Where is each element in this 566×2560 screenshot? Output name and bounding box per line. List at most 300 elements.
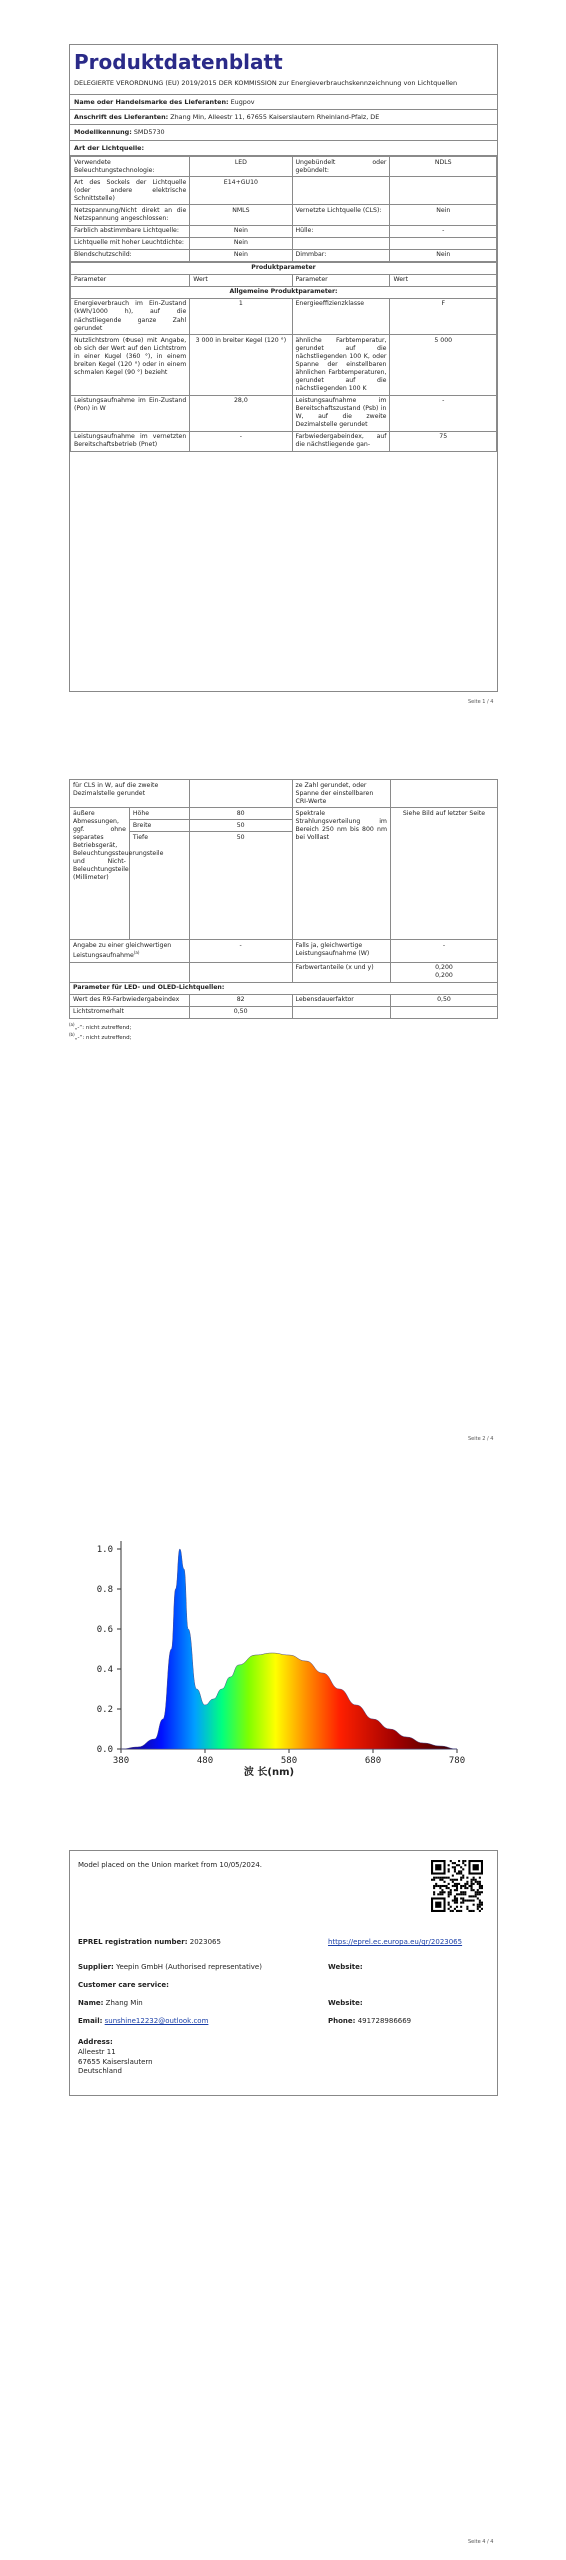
qr-module bbox=[448, 1870, 450, 1872]
cell: Hülle: bbox=[292, 225, 390, 237]
qr-module bbox=[456, 1872, 458, 1874]
cell: Ungebündelt oder gebündelt: bbox=[292, 157, 390, 177]
qr-module bbox=[439, 1893, 441, 1895]
doc-title: Produktdatenblatt bbox=[74, 50, 283, 74]
qr-module bbox=[464, 1883, 466, 1885]
qr-module bbox=[460, 1885, 462, 1887]
qr-module bbox=[481, 1908, 483, 1910]
product-parameters-continued bbox=[69, 779, 498, 1019]
cell: Angabe zu einer gleichwertigen Leistungsaufnahme$^{(a)}$ bbox=[70, 940, 190, 962]
qr-module bbox=[454, 1889, 456, 1891]
qr-module bbox=[477, 1883, 479, 1885]
table-row bbox=[70, 940, 498, 962]
qr-module bbox=[475, 1881, 477, 1883]
cell: Art des Sockels der Lichtquelle (oder andere elektrische Schnittstelle) bbox=[71, 177, 190, 205]
qr-module bbox=[439, 1891, 441, 1893]
qr-module bbox=[462, 1868, 464, 1870]
cell: NMLS bbox=[190, 205, 292, 225]
table-row bbox=[71, 262, 497, 274]
supplier-address: Anschrift des Lieferanten: Zhang Min, Alleestr 11, 67655 Kaiserslautern Rheinland-Pfalz, DE bbox=[70, 109, 497, 124]
qr-module bbox=[456, 1883, 458, 1885]
qr-module bbox=[448, 1877, 450, 1879]
contact-address: Address: Alleestr 11 67655 Kaiserslautern Deutschland bbox=[78, 2038, 153, 2076]
qr-module bbox=[433, 1885, 435, 1887]
qr-module bbox=[475, 1879, 477, 1881]
qr-module bbox=[448, 1868, 450, 1870]
cell: Nein bbox=[190, 249, 292, 261]
qr-module bbox=[479, 1881, 481, 1883]
qr-module bbox=[456, 1906, 458, 1908]
y-tick-label: 1.0 bbox=[96, 1545, 113, 1555]
cell: Farblich abstimmbare Lichtquelle: bbox=[71, 225, 190, 237]
qr-module bbox=[450, 1860, 452, 1862]
qr-module bbox=[462, 1875, 464, 1877]
cell: Energieeffizienzklasse bbox=[292, 298, 390, 334]
qr-module bbox=[460, 1893, 462, 1895]
qr-module bbox=[439, 1877, 441, 1879]
qr-module bbox=[452, 1900, 454, 1902]
qr-module bbox=[460, 1910, 462, 1912]
cell: Energieverbrauch im Ein-Zustand (kWh/1000 h), auf die nächstliegende ganze Zahl gerundet bbox=[71, 298, 190, 334]
light-source-table bbox=[70, 156, 497, 262]
qr-module bbox=[433, 1877, 435, 1879]
page-number: Seite 1 / 4 bbox=[468, 699, 494, 705]
qr-module bbox=[471, 1885, 473, 1887]
qr-module bbox=[458, 1883, 460, 1885]
column-header: Parameter bbox=[71, 274, 190, 286]
cell: Wert des R9-Farbwiedergabeindex bbox=[70, 994, 190, 1006]
qr-module bbox=[479, 1906, 481, 1908]
qr-module bbox=[466, 1908, 468, 1910]
qr-module bbox=[456, 1902, 458, 1904]
qr-module bbox=[460, 1887, 462, 1889]
cell: Nein bbox=[390, 205, 497, 225]
datasheet-page-2 bbox=[69, 779, 498, 1043]
cell: - bbox=[189, 940, 292, 962]
website-label: Website: bbox=[328, 1963, 363, 1971]
qr-module bbox=[435, 1885, 437, 1887]
qr-module bbox=[443, 1877, 445, 1879]
qr-module bbox=[437, 1893, 439, 1895]
qr-module bbox=[460, 1891, 462, 1893]
cell: Nein bbox=[190, 237, 292, 249]
cell: Dimmbar: bbox=[292, 249, 390, 261]
qr-module bbox=[456, 1897, 458, 1899]
cell: Falls ja, gleichwertige Leistungsaufnahme (W) bbox=[292, 940, 390, 962]
qr-module bbox=[466, 1883, 468, 1885]
cell: Nein bbox=[190, 225, 292, 237]
qr-module bbox=[473, 1900, 475, 1902]
qr-module bbox=[452, 1866, 454, 1868]
qr-module bbox=[439, 1885, 441, 1887]
qr-module bbox=[437, 1885, 439, 1887]
cell: Leistungsaufnahme im Bereitschaftszustand (Psb) in W, auf die zweite Dezimalstelle gerundet bbox=[292, 395, 390, 431]
supplier-info: Supplier: Yeepin GmbH (Authorised representative) bbox=[78, 1963, 262, 1971]
qr-module bbox=[473, 1910, 475, 1912]
cell: - bbox=[390, 395, 497, 431]
table-row bbox=[71, 395, 497, 431]
table-row bbox=[71, 157, 497, 177]
qr-module bbox=[452, 1879, 454, 1881]
qr-module bbox=[462, 1900, 464, 1902]
qr-module bbox=[479, 1910, 481, 1912]
cell: äußere Abmessungen, ggf. ohne separates Betriebsgerät, Beleuchtungssteuerungsteile und Nicht-Beleuchtungsteile (Millimeter) bbox=[70, 808, 130, 940]
qr-module bbox=[479, 1904, 481, 1906]
y-tick-label: 0.4 bbox=[96, 1665, 113, 1675]
qr-module bbox=[433, 1893, 435, 1895]
qr-module bbox=[446, 1885, 448, 1887]
eprel-registration: EPREL registration number: 2023065 bbox=[78, 1938, 221, 1946]
light-source-type-heading: Art der Lichtquelle: bbox=[70, 140, 497, 156]
supplier-trademark: Name oder Handelsmarke des Lieferanten: Eugpov bbox=[70, 94, 497, 109]
qr-module bbox=[462, 1877, 464, 1879]
qr-module bbox=[466, 1877, 468, 1879]
qr-module bbox=[439, 1879, 441, 1881]
cell bbox=[292, 237, 390, 249]
footnotes bbox=[69, 1022, 498, 1043]
cell: 82 bbox=[189, 994, 292, 1006]
table-row bbox=[71, 205, 497, 225]
cell: Tiefe bbox=[129, 832, 189, 940]
qr-module bbox=[479, 1900, 481, 1902]
energy-label-info bbox=[69, 1850, 498, 2096]
table-row bbox=[71, 237, 497, 249]
qr-module bbox=[460, 1906, 462, 1908]
qr-module bbox=[477, 1881, 479, 1883]
qr-module bbox=[433, 1887, 435, 1889]
qr-module bbox=[464, 1893, 466, 1895]
qr-module bbox=[450, 1906, 452, 1908]
cell: F bbox=[390, 298, 497, 334]
cell bbox=[390, 177, 497, 205]
qr-module bbox=[479, 1893, 481, 1895]
qr-module bbox=[471, 1889, 473, 1891]
customer-care-heading: Customer care service: bbox=[78, 1981, 169, 1989]
qr-module bbox=[460, 1870, 462, 1872]
qr-module bbox=[462, 1891, 464, 1893]
table-header-row bbox=[71, 274, 497, 286]
x-tick-label: 480 bbox=[196, 1756, 214, 1766]
qr-module bbox=[448, 1895, 450, 1897]
qr-module bbox=[441, 1889, 443, 1891]
qr-module bbox=[452, 1875, 454, 1877]
cell: 3 000 in breiter Kegel (120 °) bbox=[190, 335, 292, 395]
qr-module bbox=[448, 1864, 450, 1866]
qr-module bbox=[475, 1895, 477, 1897]
qr-module bbox=[450, 1891, 452, 1893]
qr-module bbox=[450, 1893, 452, 1895]
table-row bbox=[71, 225, 497, 237]
column-header: Wert bbox=[390, 274, 497, 286]
qr-module bbox=[454, 1900, 456, 1902]
qr-module bbox=[477, 1904, 479, 1906]
qr-module bbox=[437, 1877, 439, 1879]
qr-module bbox=[462, 1897, 464, 1899]
qr-module bbox=[479, 1885, 481, 1887]
qr-module bbox=[456, 1885, 458, 1887]
cell bbox=[292, 177, 390, 205]
x-tick-label: 780 bbox=[448, 1756, 466, 1766]
qr-module bbox=[471, 1900, 473, 1902]
x-axis-label: 波 长(nm) bbox=[243, 1767, 295, 1778]
qr-module bbox=[473, 1889, 475, 1891]
qr-module bbox=[473, 1895, 475, 1897]
cell: 0,50 bbox=[390, 994, 497, 1006]
qr-module bbox=[454, 1895, 456, 1897]
column-header: Parameter bbox=[292, 274, 390, 286]
qr-module bbox=[458, 1870, 460, 1872]
table-row bbox=[70, 780, 498, 808]
doc-subtitle: DELEGIERTE VERORDNUNG (EU) 2019/2015 DER KOMMISSION zur Energieverbrauchskennzeichnung von Lichtquellen bbox=[74, 79, 458, 87]
qr-module bbox=[466, 1906, 468, 1908]
qr-module bbox=[450, 1910, 452, 1912]
qr-finder bbox=[435, 1864, 441, 1870]
qr-module bbox=[460, 1866, 462, 1868]
table-row bbox=[71, 286, 497, 298]
qr-module bbox=[473, 1883, 475, 1885]
qr-code-icon[interactable] bbox=[431, 1860, 483, 1912]
qr-module bbox=[477, 1897, 479, 1899]
page-number: Seite 4 / 4 bbox=[468, 2539, 494, 2545]
qr-module bbox=[471, 1879, 473, 1881]
qr-module bbox=[454, 1866, 456, 1868]
footnote-b: $^{(b)}$„-“: nicht zutreffend; bbox=[69, 1032, 132, 1042]
cell bbox=[189, 780, 292, 808]
qr-module bbox=[481, 1885, 483, 1887]
qr-module bbox=[454, 1879, 456, 1881]
cell: 75 bbox=[390, 431, 497, 451]
cell: Leistungsaufnahme im Ein-Zustand (Pon) in W bbox=[71, 395, 190, 431]
contact-email: Email: sunshine12232@outlook.com bbox=[78, 2017, 209, 2025]
qr-module bbox=[462, 1885, 464, 1887]
qr-module bbox=[475, 1893, 477, 1895]
table-row bbox=[70, 982, 498, 994]
qr-module bbox=[443, 1891, 445, 1893]
qr-module bbox=[456, 1893, 458, 1895]
qr-module bbox=[454, 1902, 456, 1904]
contact-phone: Phone: 491728986669 bbox=[328, 2017, 412, 2025]
x-tick-label: 680 bbox=[364, 1756, 382, 1766]
qr-module bbox=[475, 1891, 477, 1893]
qr-module bbox=[458, 1872, 460, 1874]
table-row bbox=[70, 962, 498, 982]
qr-module bbox=[481, 1902, 483, 1904]
qr-module bbox=[448, 1908, 450, 1910]
qr-module bbox=[460, 1879, 462, 1881]
qr-module bbox=[446, 1877, 448, 1879]
y-tick-label: 0.0 bbox=[96, 1745, 113, 1755]
cell: 50 bbox=[189, 832, 292, 940]
qr-module bbox=[458, 1910, 460, 1912]
column-header: Wert bbox=[190, 274, 292, 286]
qr-module bbox=[454, 1870, 456, 1872]
qr-module bbox=[458, 1860, 460, 1862]
qr-module bbox=[454, 1885, 456, 1887]
spectrum-chart bbox=[69, 1527, 469, 1779]
qr-module bbox=[479, 1877, 481, 1879]
qr-module bbox=[464, 1891, 466, 1893]
qr-module bbox=[450, 1879, 452, 1881]
qr-module bbox=[456, 1900, 458, 1902]
cell bbox=[189, 962, 292, 982]
qr-module bbox=[468, 1885, 470, 1887]
qr-module bbox=[441, 1893, 443, 1895]
qr-module bbox=[456, 1910, 458, 1912]
email-link[interactable]: sunshine12232@outlook.com bbox=[104, 2017, 209, 2025]
qr-module bbox=[450, 1889, 452, 1891]
qr-module bbox=[466, 1887, 468, 1889]
qr-module bbox=[454, 1868, 456, 1870]
qr-module bbox=[477, 1906, 479, 1908]
table-row bbox=[70, 808, 498, 820]
table-row bbox=[71, 298, 497, 334]
qr-module bbox=[468, 1910, 470, 1912]
y-tick-label: 0.6 bbox=[96, 1625, 113, 1635]
eprel-link[interactable]: https://eprel.ec.europa.eu/qr/2023065 bbox=[328, 1938, 463, 1946]
cell: 28,0 bbox=[190, 395, 292, 431]
qr-module bbox=[433, 1891, 435, 1893]
cell: 50 bbox=[189, 820, 292, 832]
qr-module bbox=[471, 1883, 473, 1885]
section-title: Parameter für LED- und OLED-Lichtquellen: bbox=[70, 982, 498, 994]
qr-module bbox=[462, 1902, 464, 1904]
cell: E14+GU10 bbox=[190, 177, 292, 205]
qr-module bbox=[448, 1904, 450, 1906]
qr-module bbox=[454, 1883, 456, 1885]
cell: für CLS in W, auf die zweite Dezimalstelle gerundet bbox=[70, 780, 190, 808]
cell: Breite bbox=[129, 820, 189, 832]
qr-module bbox=[477, 1891, 479, 1893]
model-identifier: Modellkennung: SMD5730 bbox=[70, 124, 497, 139]
qr-module bbox=[462, 1860, 464, 1862]
cell: Leistungsaufnahme im vernetzten Bereitschaftsbetrieb (Pnet) bbox=[71, 431, 190, 451]
qr-module bbox=[460, 1902, 462, 1904]
qr-module bbox=[456, 1864, 458, 1866]
qr-module bbox=[443, 1881, 445, 1883]
qr-module bbox=[456, 1879, 458, 1881]
qr-module bbox=[468, 1895, 470, 1897]
cell: Siehe Bild auf letzter Seite bbox=[390, 808, 497, 940]
cell: 1 bbox=[190, 298, 292, 334]
cell: Lichtquelle mit hoher Leuchtdichte: bbox=[71, 237, 190, 249]
qr-module bbox=[468, 1900, 470, 1902]
qr-module bbox=[452, 1881, 454, 1883]
product-parameters-table bbox=[70, 262, 497, 452]
y-tick-label: 0.8 bbox=[96, 1585, 113, 1595]
website-label-2: Website: bbox=[328, 1999, 363, 2007]
footnote-a: $^{(a)}$„-“: nicht zutreffend; bbox=[69, 1021, 132, 1031]
qr-module bbox=[460, 1897, 462, 1899]
cell: Lebensdauerfaktor bbox=[292, 994, 390, 1006]
table-row bbox=[70, 994, 498, 1006]
qr-module bbox=[452, 1862, 454, 1864]
spectrum-curve bbox=[121, 1549, 457, 1749]
table-row bbox=[71, 177, 497, 205]
contact-name: Name: Zhang Min bbox=[78, 1999, 143, 2007]
section-title: Produktparameter bbox=[71, 262, 497, 274]
qr-module bbox=[464, 1887, 466, 1889]
page-number: Seite 2 / 4 bbox=[468, 1436, 494, 1442]
qr-module bbox=[481, 1904, 483, 1906]
cell: Lichtstromerhalt bbox=[70, 1006, 190, 1018]
cell: Farbwiedergabeindex, auf die nächstliegende gan- bbox=[292, 431, 390, 451]
cell: Vernetzte Lichtquelle (CLS): bbox=[292, 205, 390, 225]
qr-module bbox=[466, 1881, 468, 1883]
cell: 80 bbox=[189, 808, 292, 820]
datasheet-page-1 bbox=[69, 44, 498, 692]
qr-module bbox=[448, 1893, 450, 1895]
qr-module bbox=[454, 1862, 456, 1864]
qr-module bbox=[479, 1902, 481, 1904]
qr-module bbox=[473, 1879, 475, 1881]
qr-module bbox=[481, 1891, 483, 1893]
qr-module bbox=[479, 1891, 481, 1893]
table-row bbox=[71, 335, 497, 395]
qr-module bbox=[471, 1910, 473, 1912]
qr-module bbox=[477, 1893, 479, 1895]
qr-module bbox=[460, 1877, 462, 1879]
cell: 0,50 bbox=[189, 1006, 292, 1018]
qr-module bbox=[464, 1864, 466, 1866]
qr-module bbox=[448, 1883, 450, 1885]
qr-module bbox=[464, 1860, 466, 1862]
cell: Spektrale Strahlungsverteilung im Bereich 250 nm bis 800 nm bei Volllast bbox=[292, 808, 390, 940]
market-placement-text: Model placed on the Union market from 10/05/2024. bbox=[78, 1861, 263, 1869]
x-tick-label: 380 bbox=[112, 1756, 130, 1766]
table-row bbox=[71, 431, 497, 451]
qr-module bbox=[441, 1879, 443, 1881]
qr-module bbox=[477, 1908, 479, 1910]
qr-module bbox=[464, 1900, 466, 1902]
qr-module bbox=[439, 1887, 441, 1889]
qr-module bbox=[448, 1891, 450, 1893]
qr-module bbox=[481, 1887, 483, 1889]
qr-module bbox=[441, 1891, 443, 1893]
qr-module bbox=[464, 1885, 466, 1887]
qr-module bbox=[477, 1889, 479, 1891]
qr-module bbox=[456, 1889, 458, 1891]
qr-module bbox=[479, 1883, 481, 1885]
cell: Blendschutzschild: bbox=[71, 249, 190, 261]
qr-module bbox=[448, 1902, 450, 1904]
table-row bbox=[71, 249, 497, 261]
x-tick-label: 580 bbox=[280, 1756, 298, 1766]
qr-module bbox=[466, 1900, 468, 1902]
qr-module bbox=[460, 1872, 462, 1874]
cell: Netzspannung/Nicht direkt an die Netzspannung angeschlossen: bbox=[71, 205, 190, 225]
cell: - bbox=[390, 225, 497, 237]
qr-module bbox=[431, 1879, 433, 1881]
qr-module bbox=[446, 1887, 448, 1889]
qr-module bbox=[443, 1885, 445, 1887]
cell: 5 000 bbox=[390, 335, 497, 395]
qr-module bbox=[473, 1877, 475, 1879]
qr-module bbox=[471, 1895, 473, 1897]
qr-module bbox=[473, 1904, 475, 1906]
cell: NDLS bbox=[390, 157, 497, 177]
qr-module bbox=[441, 1885, 443, 1887]
qr-finder bbox=[435, 1902, 441, 1908]
section-title: Allgemeine Produktparameter: bbox=[71, 286, 497, 298]
qr-module bbox=[448, 1887, 450, 1889]
cell: Nein bbox=[390, 249, 497, 261]
qr-module bbox=[462, 1862, 464, 1864]
cell bbox=[70, 962, 190, 982]
cell bbox=[390, 237, 497, 249]
cell: - bbox=[390, 940, 497, 962]
qr-module bbox=[479, 1887, 481, 1889]
cell bbox=[292, 1006, 390, 1018]
